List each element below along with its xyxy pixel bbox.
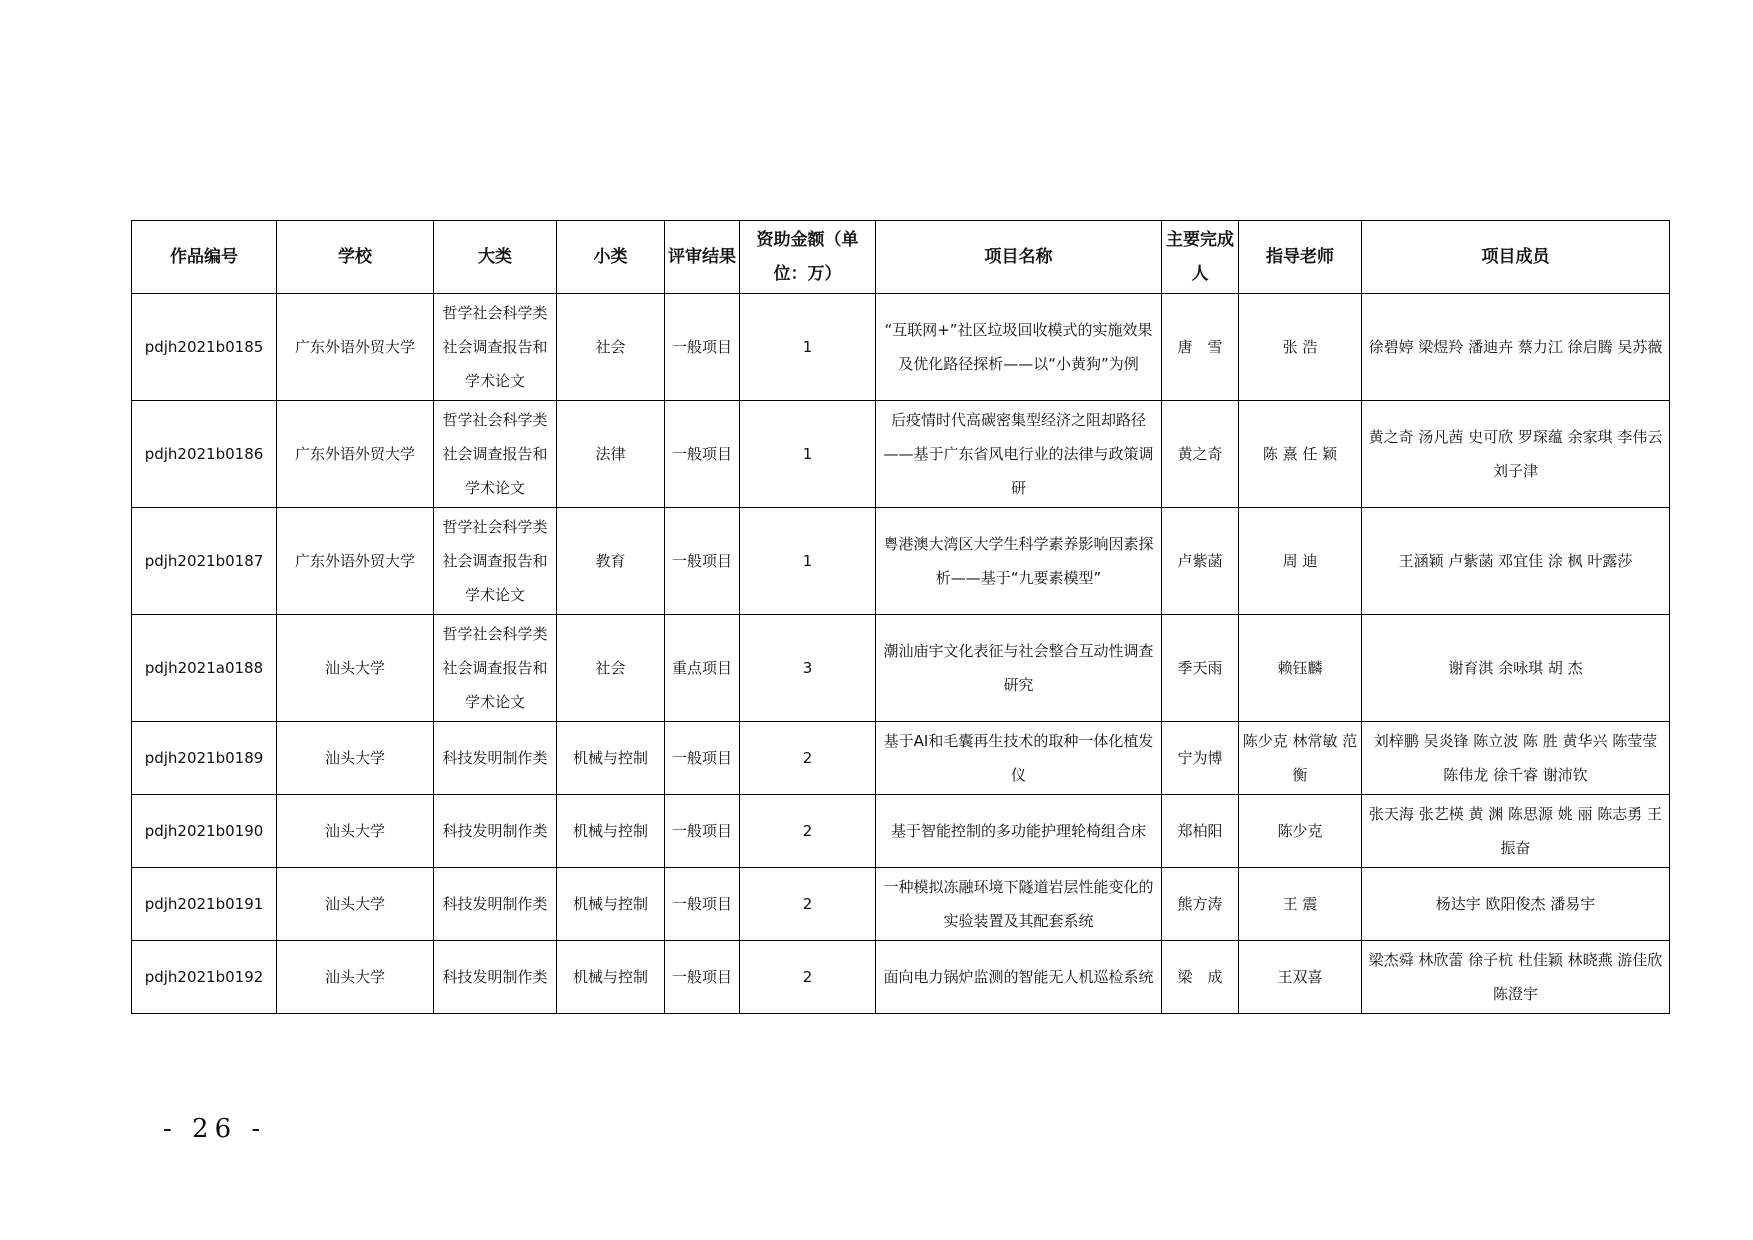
table-row (132, 941, 1670, 1014)
cell-title: 后疫情时代高碳密集型经济之阻却路径——基于广东省风电行业的法律与政策调研 (876, 401, 1162, 508)
cell-id: pdjh2021b0187 (132, 508, 277, 615)
cell-title: 基于AI和毛囊再生技术的取种一体化植发仪 (876, 722, 1162, 795)
cell-subcategory: 社会 (557, 615, 665, 722)
cell-school: 广东外语外贸大学 (277, 508, 434, 615)
cell-subcategory: 机械与控制 (557, 868, 665, 941)
cell-school: 广东外语外贸大学 (277, 294, 434, 401)
table-row (132, 294, 1670, 401)
header-leader: 主要完成人 (1162, 221, 1239, 294)
cell-title: “互联网+”社区垃圾回收模式的实施效果及优化路径探析——以“小黄狗”为例 (876, 294, 1162, 401)
cell-result: 一般项目 (665, 401, 740, 508)
cell-result: 一般项目 (665, 508, 740, 615)
cell-category: 科技发明制作类 (434, 722, 557, 795)
header-row (132, 221, 1670, 294)
header-result: 评审结果 (665, 221, 740, 294)
table-row (132, 508, 1670, 615)
cell-leader: 黄之奇 (1162, 401, 1239, 508)
cell-advisor: 王 震 (1239, 868, 1362, 941)
cell-id: pdjh2021b0191 (132, 868, 277, 941)
cell-members: 王涵颖 卢紫菡 邓宜佳 涂 枫 叶露莎 (1362, 508, 1670, 615)
cell-id: pdjh2021b0185 (132, 294, 277, 401)
cell-members: 梁杰舜 林欣蕾 徐子杭 杜佳颖 林晓燕 游佳欣 陈澄宇 (1362, 941, 1670, 1014)
cell-school: 汕头大学 (277, 615, 434, 722)
cell-category: 哲学社会科学类社会调查报告和学术论文 (434, 508, 557, 615)
cell-funding: 2 (740, 795, 876, 868)
cell-funding: 1 (740, 294, 876, 401)
cell-leader: 宁为博 (1162, 722, 1239, 795)
cell-title: 基于智能控制的多功能护理轮椅组合床 (876, 795, 1162, 868)
cell-leader: 郑柏阳 (1162, 795, 1239, 868)
cell-result: 一般项目 (665, 868, 740, 941)
cell-members: 徐碧婷 梁煜羚 潘迪卉 蔡力江 徐启腾 吴苏薇 (1362, 294, 1670, 401)
cell-advisor: 王双喜 (1239, 941, 1362, 1014)
cell-school: 汕头大学 (277, 941, 434, 1014)
table-row (132, 722, 1670, 795)
cell-subcategory: 机械与控制 (557, 795, 665, 868)
cell-advisor: 陈少克 林常敏 范 衡 (1239, 722, 1362, 795)
cell-id: pdjh2021b0190 (132, 795, 277, 868)
table-row (132, 615, 1670, 722)
cell-id: pdjh2021b0192 (132, 941, 277, 1014)
cell-subcategory: 社会 (557, 294, 665, 401)
cell-result: 一般项目 (665, 941, 740, 1014)
cell-advisor: 赖钰麟 (1239, 615, 1362, 722)
table-row (132, 795, 1670, 868)
header-id: 作品编号 (132, 221, 277, 294)
cell-id: pdjh2021b0189 (132, 722, 277, 795)
cell-leader: 季天雨 (1162, 615, 1239, 722)
cell-funding: 1 (740, 401, 876, 508)
cell-leader: 唐 雪 (1162, 294, 1239, 401)
page-number: - 26 - (163, 1114, 267, 1144)
cell-category: 哲学社会科学类社会调查报告和学术论文 (434, 294, 557, 401)
cell-subcategory: 教育 (557, 508, 665, 615)
header-members: 项目成员 (1362, 221, 1670, 294)
cell-advisor: 张 浩 (1239, 294, 1362, 401)
cell-funding: 2 (740, 868, 876, 941)
cell-leader: 卢紫菡 (1162, 508, 1239, 615)
projects-table (131, 220, 1670, 1014)
cell-funding: 2 (740, 722, 876, 795)
cell-result: 重点项目 (665, 615, 740, 722)
cell-title: 面向电力锅炉监测的智能无人机巡检系统 (876, 941, 1162, 1014)
cell-leader: 梁 成 (1162, 941, 1239, 1014)
cell-category: 科技发明制作类 (434, 795, 557, 868)
cell-funding: 2 (740, 941, 876, 1014)
cell-id: pdjh2021b0186 (132, 401, 277, 508)
cell-school: 汕头大学 (277, 868, 434, 941)
cell-advisor: 陈少克 (1239, 795, 1362, 868)
cell-title: 粤港澳大湾区大学生科学素养影响因素探析——基于“九要素模型” (876, 508, 1162, 615)
cell-category: 科技发明制作类 (434, 868, 557, 941)
cell-result: 一般项目 (665, 795, 740, 868)
header-funding: 资助金额（单位：万） (740, 221, 876, 294)
cell-subcategory: 机械与控制 (557, 941, 665, 1014)
cell-members: 杨达宇 欧阳俊杰 潘易宇 (1362, 868, 1670, 941)
cell-id: pdjh2021a0188 (132, 615, 277, 722)
header-subcategory: 小类 (557, 221, 665, 294)
cell-funding: 3 (740, 615, 876, 722)
header-category: 大类 (434, 221, 557, 294)
cell-advisor: 陈 熹 任 颖 (1239, 401, 1362, 508)
table-row (132, 401, 1670, 508)
cell-school: 广东外语外贸大学 (277, 401, 434, 508)
cell-members: 张天海 张艺楧 黄 渊 陈思源 姚 丽 陈志勇 王振奋 (1362, 795, 1670, 868)
cell-leader: 熊方涛 (1162, 868, 1239, 941)
table-row (132, 868, 1670, 941)
cell-subcategory: 法律 (557, 401, 665, 508)
cell-title: 一种模拟冻融环境下隧道岩层性能变化的实验装置及其配套系统 (876, 868, 1162, 941)
cell-school: 汕头大学 (277, 795, 434, 868)
cell-members: 谢育淇 余咏琪 胡 杰 (1362, 615, 1670, 722)
cell-members: 刘梓鹏 吴炎锋 陈立波 陈 胜 黄华兴 陈莹莹 陈伟龙 徐千睿 谢沛钦 (1362, 722, 1670, 795)
header-advisor: 指导老师 (1239, 221, 1362, 294)
cell-advisor: 周 迪 (1239, 508, 1362, 615)
cell-category: 科技发明制作类 (434, 941, 557, 1014)
cell-category: 哲学社会科学类社会调查报告和学术论文 (434, 615, 557, 722)
cell-title: 潮汕庙宇文化表征与社会整合互动性调查研究 (876, 615, 1162, 722)
cell-result: 一般项目 (665, 294, 740, 401)
cell-members: 黄之奇 汤凡茜 史可欣 罗琛蕴 余家琪 李伟云 刘子津 (1362, 401, 1670, 508)
header-title: 项目名称 (876, 221, 1162, 294)
cell-result: 一般项目 (665, 722, 740, 795)
cell-subcategory: 机械与控制 (557, 722, 665, 795)
header-school: 学校 (277, 221, 434, 294)
cell-funding: 1 (740, 508, 876, 615)
cell-category: 哲学社会科学类社会调查报告和学术论文 (434, 401, 557, 508)
cell-school: 汕头大学 (277, 722, 434, 795)
